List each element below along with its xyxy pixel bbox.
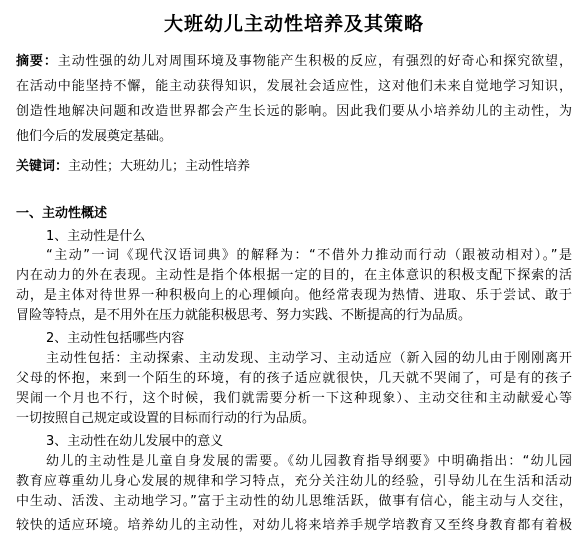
abstract-line-1 bbox=[16, 54, 572, 70]
sub3-heading: 3、主动性在幼儿发展中的意义 bbox=[46, 434, 224, 449]
sub1-heading: 1、主动性是什么 bbox=[46, 229, 146, 244]
section-heading: 一、主动性概述 bbox=[16, 206, 108, 221]
sub2-line-4: 一切按照自己规定或设置的目标而行动的行为品质。 bbox=[16, 411, 316, 426]
sub1-line-3: 动，是主体对待世界一种积极向上的心理倾向。他经常表现为热情、进取、乐于尝试、敢于 bbox=[16, 288, 572, 303]
sub3-line-2: 教育应尊重幼儿身心发展的规律和学习特点，充分关注幼儿的经验，引导幼儿在生活和活动 bbox=[16, 474, 572, 489]
abstract-line-2: 在活动中能坚持不懈，能主动获得知识，发展社会适应性，这对他们未来自觉地学习知识， bbox=[16, 79, 572, 94]
keywords-text: 主动性；大班幼儿；主动性培养 bbox=[68, 159, 251, 174]
abstract-text-1: 主动性强的幼儿对周围环境及事物能产生积极的反应，有强烈的好奇心和探究欲望， bbox=[57, 54, 572, 69]
document-title: 大班幼儿主动性培养及其策略 bbox=[163, 13, 424, 35]
keywords-line bbox=[16, 159, 572, 175]
sub1-line-1: “主动”一词《现代汉语词典》的解释为：“不借外力推动而行动（跟被动相对）。”是 bbox=[46, 248, 572, 263]
sub3-line-3: 中生动、活泼、主动地学习。”富于主动性的幼儿思维活跃，做事有信心，能主动与人交往， bbox=[16, 494, 572, 509]
sub2-heading: 2、主动性包括哪些内容 bbox=[46, 331, 185, 346]
abstract-label: 摘要： bbox=[16, 54, 58, 69]
abstract-line-4: 他们今后的发展奠定基础。 bbox=[16, 129, 173, 144]
sub2-line-3: 哭闹一个月也不行，这个时候，我们就需要分析一下这种现象）、主动交往和主动献爱心等 bbox=[16, 391, 572, 406]
sub3-line-4: 较快的适应环境。培养幼儿的主动性，对幼儿将来培养手规学培教育又至终身教育都有着极 bbox=[16, 518, 572, 533]
sub1-line-2: 内在动力的外在表现。主动性是指个体根据一定的目的，在主体意识的积极支配下探索的活 bbox=[16, 268, 572, 283]
sub3-line-1: 幼儿的主动性是儿童自身发展的需要。《幼儿园教育指导纲要》中明确指出：“幼儿园 bbox=[46, 454, 572, 469]
sub2-line-1: 主动性包括：主动探索、主动发现、主动学习、主动适应（新入园的幼儿由于刚刚离开 bbox=[46, 351, 572, 366]
abstract-line-3: 创造性地解决问题和改造世界都会产生长远的影响。因此我们要从小培养幼儿的主动性，为 bbox=[16, 104, 572, 119]
sub1-line-4: 冒险等特点，是不用外在压力就能积极思考、努力实践、不断提高的行为品质。 bbox=[16, 308, 472, 323]
sub2-line-2: 父母的怀抱，来到一个陌生的环境，有的孩子适应就很快，几天就不哭闹了，可是有的孩子 bbox=[16, 371, 572, 386]
keywords-label: 关键词： bbox=[16, 159, 69, 174]
